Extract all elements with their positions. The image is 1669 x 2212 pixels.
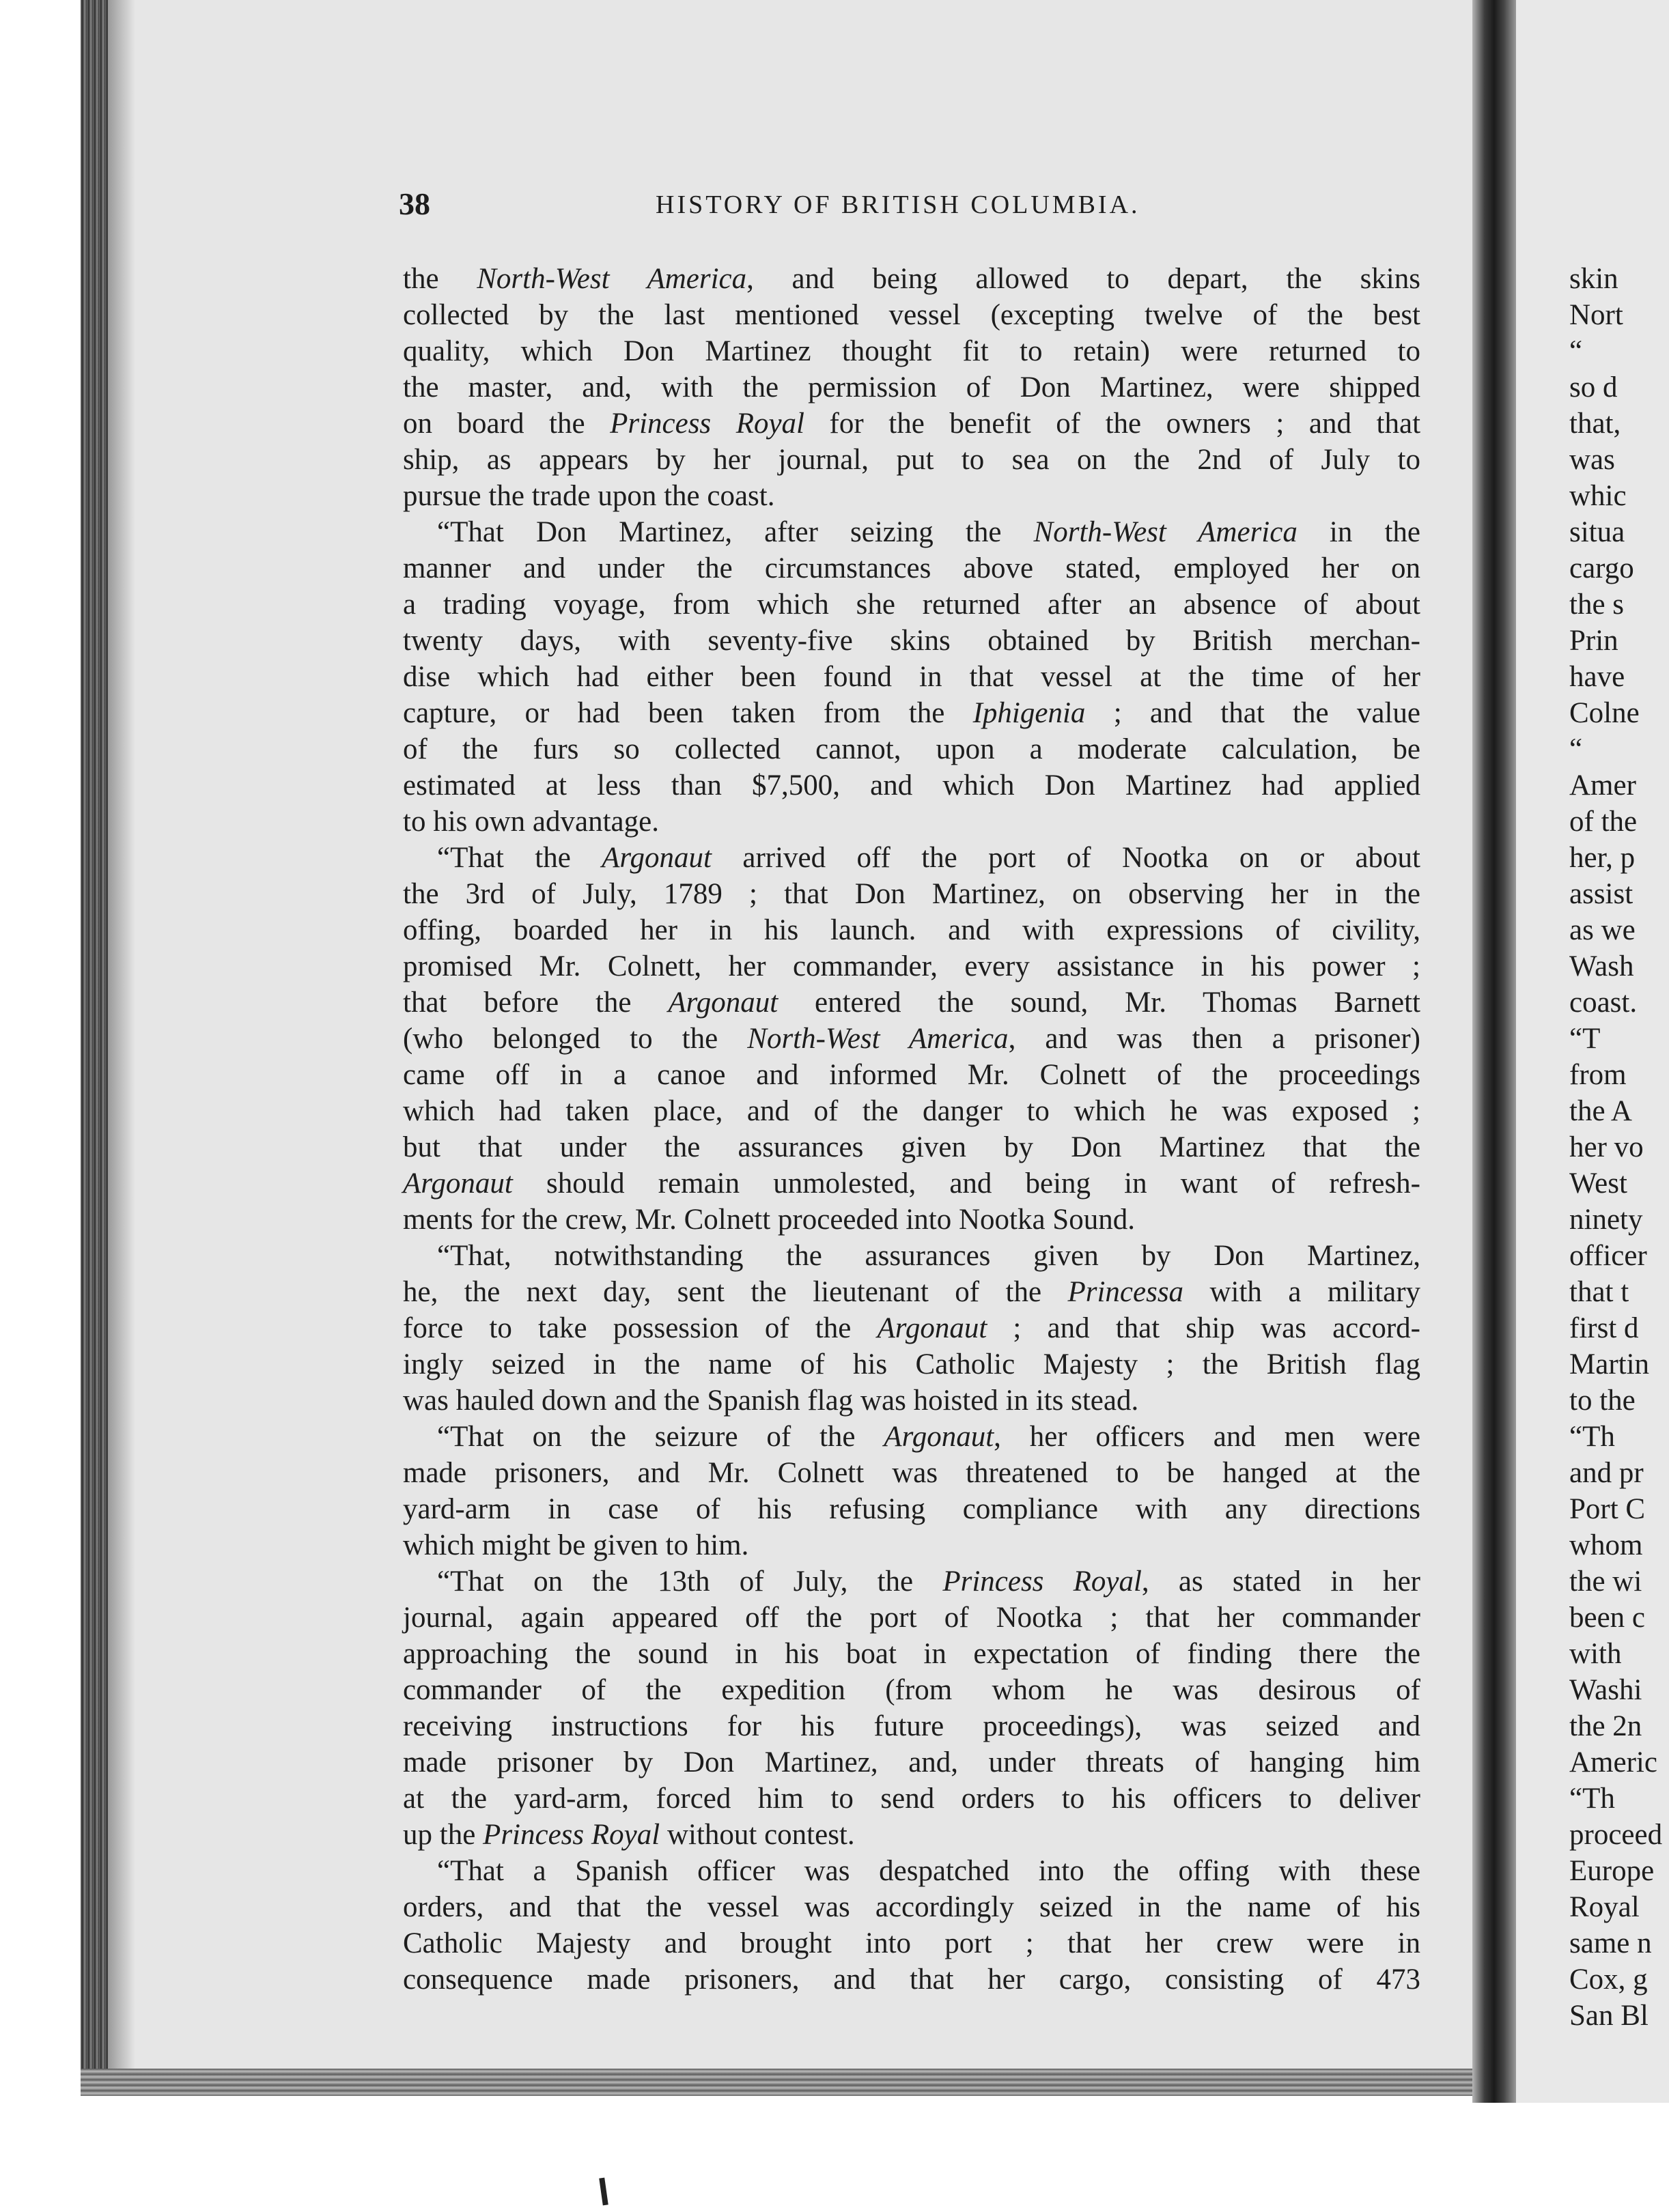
right-page-fragment: whic bbox=[1569, 480, 1627, 512]
text-line: up the Princess Royal without contest. bbox=[403, 1819, 855, 1851]
text-line: dise which had either been found in that vessel at the time of her bbox=[403, 661, 1420, 693]
right-page-fragment: coast. bbox=[1569, 987, 1638, 1019]
text-line: “That a Spanish officer was despatched into the offing with these bbox=[437, 1855, 1420, 1887]
right-page-fragment: Prin bbox=[1569, 625, 1618, 657]
right-page-fragment: with bbox=[1569, 1638, 1622, 1670]
text-line: “That on the 13th of July, the Princess Royal, as stated in her bbox=[437, 1565, 1420, 1598]
text-line: Argonaut should remain unmolested, and being in want of refresh- bbox=[403, 1167, 1420, 1200]
text-line: at the yard-arm, forced him to send orders to his officers to deliver bbox=[403, 1783, 1420, 1815]
right-page-fragment: San Bl bbox=[1569, 2000, 1649, 2032]
right-page-fragment: “ bbox=[1569, 335, 1583, 367]
text-line: he, the next day, sent the lieutenant of the Princessa with a military bbox=[403, 1276, 1421, 1308]
text-line: “That Don Martinez, after seizing the North-West America in the bbox=[437, 516, 1421, 548]
text-line: receiving instructions for his future proceedings), was seized and bbox=[403, 1710, 1420, 1742]
right-page-fragment: Wash bbox=[1569, 950, 1634, 982]
right-page-fragment: situa bbox=[1569, 516, 1625, 548]
text-line: orders, and that the vessel was accordingly seized in the name of his bbox=[403, 1891, 1420, 1923]
text-line: “That on the seizure of the Argonaut, her officers and men were bbox=[437, 1421, 1420, 1453]
right-page-fragment: West bbox=[1569, 1167, 1627, 1200]
text-line: of the furs so collected cannot, upon a moderate calculation, be bbox=[403, 733, 1420, 765]
book-gutter bbox=[1472, 0, 1516, 2103]
right-page-fragment: that, bbox=[1569, 408, 1621, 440]
text-line: a trading voyage, from which she returned after an absence of about bbox=[403, 589, 1420, 621]
text-line: but that under the assurances given by Don Martinez that the bbox=[403, 1131, 1420, 1163]
right-page-fragment: Amer bbox=[1569, 769, 1636, 802]
text-line: “That the Argonaut arrived off the port of Nootka on or about bbox=[437, 842, 1420, 874]
text-line: that before the Argonaut entered the sound, Mr. Thomas Barnett bbox=[403, 987, 1420, 1019]
text-line: to his own advantage. bbox=[403, 806, 659, 838]
right-page-fragment: and pr bbox=[1569, 1457, 1644, 1489]
text-line: pursue the trade upon the coast. bbox=[403, 480, 775, 512]
right-page-fragment: have bbox=[1569, 661, 1625, 693]
right-page-fragment: “Th bbox=[1569, 1783, 1615, 1815]
right-page-fragment: so d bbox=[1569, 371, 1618, 403]
right-page-fragment: Cox, g bbox=[1569, 1963, 1648, 1996]
text-line: ingly seized in the name of his Catholic Majesty ; the British flag bbox=[403, 1348, 1420, 1380]
text-line: made prisoner by Don Martinez, and, under threats of hanging him bbox=[403, 1746, 1420, 1778]
text-line: yard-arm in case of his refusing compliance with any directions bbox=[403, 1493, 1420, 1525]
body-text bbox=[403, 261, 1420, 1998]
right-page-fragment: was bbox=[1569, 444, 1615, 476]
text-line: which had taken place, and of the danger to which he was exposed ; bbox=[403, 1095, 1420, 1127]
text-line: (who belonged to the North-West America, and was then a prisoner) bbox=[403, 1023, 1420, 1055]
text-line: estimated at less than $7,500, and which Don Martinez had applied bbox=[403, 769, 1420, 802]
text-line: ship, as appears by her journal, put to sea on the 2nd of July to bbox=[403, 444, 1420, 476]
right-page-fragment: that t bbox=[1569, 1276, 1629, 1308]
text-line: was hauled down and the Spanish flag was hoisted in its stead. bbox=[403, 1385, 1139, 1417]
right-page-fragment: the s bbox=[1569, 589, 1625, 621]
right-page-fragment: from bbox=[1569, 1059, 1627, 1091]
right-page-fragment: to the bbox=[1569, 1385, 1636, 1417]
text-line: quality, which Don Martinez thought fit to retain) were returned to bbox=[403, 335, 1420, 367]
right-page-fragment: whom bbox=[1569, 1529, 1643, 1561]
text-line: promised Mr. Colnett, her commander, every assistance in his power ; bbox=[403, 950, 1420, 982]
right-page-fragment: the wi bbox=[1569, 1565, 1642, 1598]
text-line: made prisoners, and Mr. Colnett was threatened to be hanged at the bbox=[403, 1457, 1420, 1489]
right-page-fragment: “T bbox=[1569, 1023, 1601, 1055]
right-page-fragment: Port C bbox=[1569, 1493, 1646, 1525]
right-page-fragment: her, p bbox=[1569, 842, 1636, 874]
right-page-fragment: been c bbox=[1569, 1602, 1646, 1634]
book-bottom-edge bbox=[81, 2069, 1501, 2096]
right-page-fragment: the 2n bbox=[1569, 1710, 1642, 1742]
right-page-fragment: proceed bbox=[1569, 1819, 1663, 1851]
page-number: 38 bbox=[399, 186, 430, 221]
text-line: journal, again appeared off the port of Nootka ; that her commander bbox=[403, 1602, 1420, 1634]
right-page-fragment: officer bbox=[1569, 1240, 1647, 1272]
text-line: Catholic Majesty and brought into port ; that her crew were in bbox=[403, 1927, 1420, 1959]
right-page-fragment: the A bbox=[1569, 1095, 1632, 1127]
right-page-fragment: Americ bbox=[1569, 1746, 1657, 1778]
right-page-fragment: Europe bbox=[1569, 1855, 1655, 1887]
right-page-fragment: same n bbox=[1569, 1927, 1652, 1959]
right-page-fragment: “Th bbox=[1569, 1421, 1615, 1453]
scan-artifact-mark bbox=[599, 2178, 608, 2206]
text-line: manner and under the circumstances above stated, employed her on bbox=[403, 552, 1420, 584]
right-page-fragment: first d bbox=[1569, 1312, 1639, 1344]
page-shadow bbox=[108, 0, 135, 2089]
right-page-fragment: cargo bbox=[1569, 552, 1634, 584]
text-line: consequence made prisoners, and that her cargo, consisting of 473 bbox=[403, 1963, 1420, 1996]
text-line: “That, notwithstanding the assurances given by Don Martinez, bbox=[437, 1240, 1420, 1272]
text-line: the North-West America, and being allowed to depart, the skins bbox=[403, 263, 1420, 295]
text-line: force to take possession of the Argonaut ; and that ship was accord- bbox=[403, 1312, 1420, 1344]
right-page-fragment: as we bbox=[1569, 914, 1636, 946]
text-line: on board the Princess Royal for the benefit of the owners ; and that bbox=[403, 408, 1421, 440]
text-line: twenty days, with seventy-five skins obtained by British merchan- bbox=[403, 625, 1420, 657]
text-line: ments for the crew, Mr. Colnett proceeded into Nootka Sound. bbox=[403, 1204, 1135, 1236]
book-page-stack-edge bbox=[81, 0, 108, 2089]
text-line: came off in a canoe and informed Mr. Colnett of the proceedings bbox=[403, 1059, 1420, 1091]
right-page-fragment: Royal bbox=[1569, 1891, 1640, 1923]
right-page-fragment: Colne bbox=[1569, 697, 1640, 729]
page-header bbox=[399, 186, 1416, 227]
text-line: the master, and, with the permission of Don Martinez, were shipped bbox=[403, 371, 1420, 403]
right-page-fragment: assist bbox=[1569, 878, 1633, 910]
right-page-fragment: Washi bbox=[1569, 1674, 1642, 1706]
right-page-fragment: Nort bbox=[1569, 299, 1623, 331]
text-line: approaching the sound in his boat in expectation of finding there the bbox=[403, 1638, 1420, 1670]
right-page-text-fragments bbox=[1569, 261, 1669, 2034]
right-page-fragment: “ bbox=[1569, 733, 1583, 765]
text-line: collected by the last mentioned vessel (excepting twelve of the best bbox=[403, 299, 1420, 331]
right-page-fragment: of the bbox=[1569, 806, 1638, 838]
right-page-fragment: Martin bbox=[1569, 1348, 1650, 1380]
text-line: capture, or had been taken from the Iphigenia ; and that the value bbox=[403, 697, 1420, 729]
text-line: the 3rd of July, 1789 ; that Don Martinez, on observing her in the bbox=[403, 878, 1420, 910]
right-page-fragment: ninety bbox=[1569, 1204, 1643, 1236]
text-line: which might be given to him. bbox=[403, 1529, 749, 1561]
right-page-fragment: her vo bbox=[1569, 1131, 1644, 1163]
running-title: HISTORY OF BRITISH COLUMBIA. bbox=[656, 190, 1140, 219]
text-line: commander of the expedition (from whom he was desirous of bbox=[403, 1674, 1420, 1706]
right-page-fragment: skin bbox=[1569, 263, 1618, 295]
text-line: offing, boarded her in his launch. and with expressions of civility, bbox=[403, 914, 1420, 946]
